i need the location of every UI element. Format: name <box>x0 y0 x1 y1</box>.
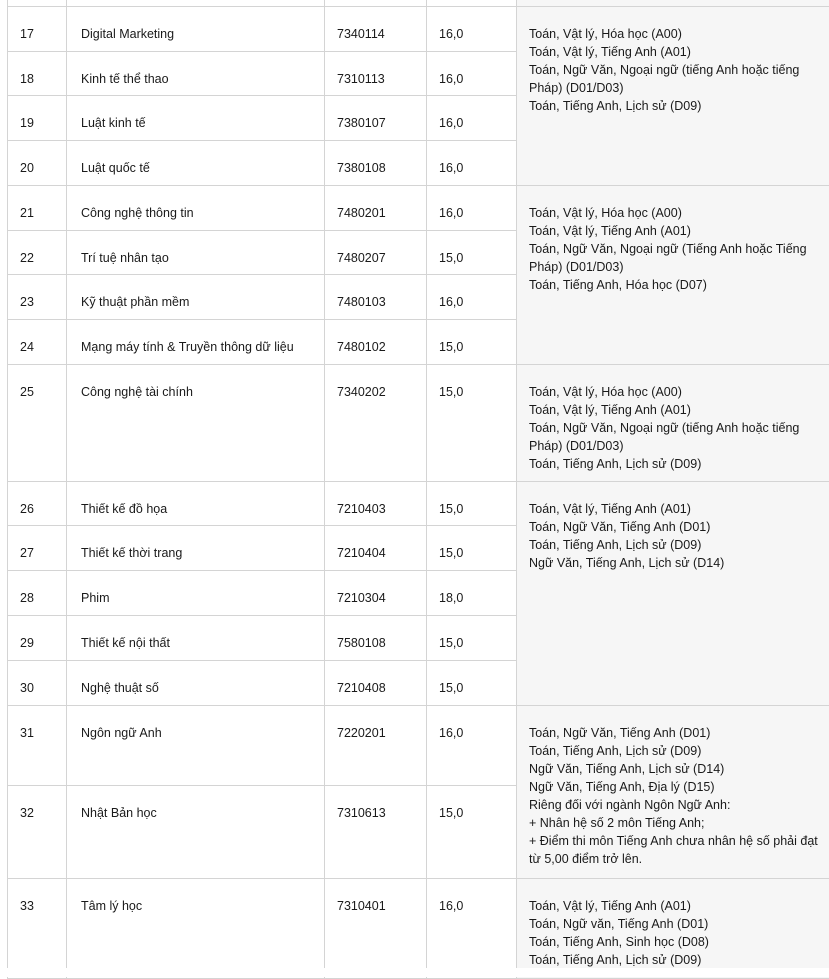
program-code: 7210304 <box>325 571 426 607</box>
subject-line: Toán, Tiếng Anh, Lịch sử (D09) <box>529 536 826 554</box>
min-score: 16,0 <box>427 52 516 88</box>
subject-line: Toán, Vật lý, Hóa học (A00) <box>529 25 826 43</box>
program-name: Luật quốc tế <box>67 141 324 177</box>
row-number: 23 <box>8 275 66 311</box>
admissions-table <box>7 0 829 979</box>
program-code: 7340202 <box>325 365 426 401</box>
subject-line: Toán, Ngữ văn, Tiếng Anh (D01) <box>529 915 826 933</box>
program-name: Trí tuệ nhân tạo <box>67 231 324 267</box>
program-name: Công nghệ tài chính <box>67 365 324 401</box>
program-name: Mạng máy tính & Truyền thông dữ liệu <box>67 320 324 356</box>
program-name: Kỹ thuật phần mềm <box>67 275 324 311</box>
subject-line: Toán, Vật lý, Tiếng Anh (A01) <box>529 401 826 419</box>
min-score: 16,0 <box>427 141 516 177</box>
table-row <box>8 482 829 526</box>
row-number: 33 <box>8 879 66 915</box>
min-score: 16,0 <box>427 275 516 311</box>
program-code: 7310613 <box>325 786 426 822</box>
row-number: 21 <box>8 186 66 222</box>
subject-line: Toán, Ngữ Văn, Ngoại ngữ (tiếng Anh hoặc tiếng Pháp) (D01/D03) <box>529 61 826 97</box>
program-code: 7210404 <box>325 526 426 562</box>
program-name: Luật kinh tế <box>67 96 324 132</box>
row-number: 26 <box>8 482 66 518</box>
program-name: Ngôn ngữ Anh <box>67 706 324 742</box>
row-number: 25 <box>8 365 66 401</box>
program-name: Nghệ thuật số <box>67 661 324 697</box>
subject-combinations <box>517 186 829 365</box>
subject-line: Ngữ Văn, Tiếng Anh, Địa lý (D15) <box>529 778 826 796</box>
min-score: 15,0 <box>427 616 516 652</box>
min-score: 18,0 <box>427 571 516 607</box>
subject-line: Toán, Tiếng Anh, Lịch sử (D09) <box>529 951 826 969</box>
table-row <box>8 879 829 979</box>
table-row <box>8 365 829 482</box>
page-footer-strip <box>0 968 829 977</box>
program-name: Nhật Bản học <box>67 786 324 822</box>
subject-line: Ngữ Văn, Tiếng Anh, Lịch sử (D14) <box>529 554 826 572</box>
subject-line: Toán, Ngữ Văn, Tiếng Anh (D01) <box>529 518 826 536</box>
subject-combinations <box>517 7 829 186</box>
table-row <box>8 706 829 786</box>
subject-line: Toán, Tiếng Anh, Sinh học (D08) <box>529 933 826 951</box>
program-code: 7480201 <box>325 186 426 222</box>
min-score: 16,0 <box>427 706 516 742</box>
program-name: Digital Marketing <box>67 7 324 43</box>
program-code: 7210403 <box>325 482 426 518</box>
subject-line: Riêng đối với ngành Ngôn Ngữ Anh: <box>529 796 826 814</box>
subject-line: Toán, Vật lý, Hóa học (A00) <box>529 383 826 401</box>
row-number: 17 <box>8 7 66 43</box>
subject-line: Toán, Ngữ Văn, Tiếng Anh (D01) <box>529 724 826 742</box>
program-name: Công nghệ thông tin <box>67 186 324 222</box>
table-row <box>8 186 829 231</box>
row-number: 30 <box>8 661 66 697</box>
program-name: Tâm lý học <box>67 879 324 915</box>
min-score: 16,0 <box>427 879 516 915</box>
row-number: 18 <box>8 52 66 88</box>
subject-line: Toán, Vật lý, Tiếng Anh (A01) <box>529 500 826 518</box>
program-code: 7340114 <box>325 7 426 43</box>
program-code: 7310113 <box>325 52 426 88</box>
program-name: Thiết kế đồ họa <box>67 482 324 518</box>
min-score: 15,0 <box>427 231 516 267</box>
min-score: 15,0 <box>427 526 516 562</box>
subject-line: Toán, Ngữ Văn, Ngoại ngữ (Tiếng Anh hoặc Tiếng Pháp) (D01/D03) <box>529 240 826 276</box>
row-number: 24 <box>8 320 66 356</box>
program-code: 7380107 <box>325 96 426 132</box>
subject-combinations <box>517 879 829 979</box>
min-score: 15,0 <box>427 786 516 822</box>
subject-combinations <box>517 706 829 879</box>
program-code: 7310401 <box>325 879 426 915</box>
row-number: 31 <box>8 706 66 742</box>
min-score: 15,0 <box>427 320 516 356</box>
program-name: Kinh tế thể thao <box>67 52 324 88</box>
min-score: 15,0 <box>427 661 516 697</box>
min-score: 16,0 <box>427 96 516 132</box>
subject-line: Toán, Ngữ Văn, Ngoại ngữ (tiếng Anh hoặc tiếng Pháp) (D01/D03) <box>529 419 826 455</box>
row-number: 28 <box>8 571 66 607</box>
min-score: 15,0 <box>427 482 516 518</box>
subject-line: Toán, Vật lý, Hóa học (A00) <box>529 204 826 222</box>
program-code: 7480103 <box>325 275 426 311</box>
row-number: 20 <box>8 141 66 177</box>
program-name: Phim <box>67 571 324 607</box>
program-code: 7220201 <box>325 706 426 742</box>
subject-line: Ngữ Văn, Tiếng Anh, Lịch sử (D14) <box>529 760 826 778</box>
subject-line: Toán, Tiếng Anh, Lịch sử (D09) <box>529 97 826 115</box>
subject-line: Toán, Vật lý, Tiếng Anh (A01) <box>529 897 826 915</box>
row-number: 19 <box>8 96 66 132</box>
subject-combinations <box>517 482 829 706</box>
min-score: 16,0 <box>427 7 516 43</box>
program-code: 7480207 <box>325 231 426 267</box>
program-name: Thiết kế nội thất <box>67 616 324 652</box>
min-score: 15,0 <box>427 365 516 401</box>
program-name: Thiết kế thời trang <box>67 526 324 562</box>
row-number: 32 <box>8 786 66 822</box>
table-row <box>8 7 829 52</box>
min-score: 16,0 <box>427 186 516 222</box>
program-code: 7380108 <box>325 141 426 177</box>
row-number: 22 <box>8 231 66 267</box>
program-code: 7580108 <box>325 616 426 652</box>
row-number: 29 <box>8 616 66 652</box>
subject-line: + Nhân hệ số 2 môn Tiếng Anh; <box>529 814 826 832</box>
subject-line: Toán, Tiếng Anh, Lịch sử (D09) <box>529 455 826 473</box>
subject-line: Toán, Tiếng Anh, Hóa học (D07) <box>529 276 826 294</box>
subject-line: Toán, Vật lý, Tiếng Anh (A01) <box>529 43 826 61</box>
subject-line: Toán, Vật lý, Tiếng Anh (A01) <box>529 222 826 240</box>
row-number: 27 <box>8 526 66 562</box>
program-code: 7480102 <box>325 320 426 356</box>
subject-combinations <box>517 365 829 482</box>
program-code: 7210408 <box>325 661 426 697</box>
subject-line: + Điểm thi môn Tiếng Anh chưa nhân hệ số phải đạt từ 5,00 điểm trở lên. <box>529 832 826 868</box>
subject-line: Toán, Tiếng Anh, Lịch sử (D09) <box>529 742 826 760</box>
